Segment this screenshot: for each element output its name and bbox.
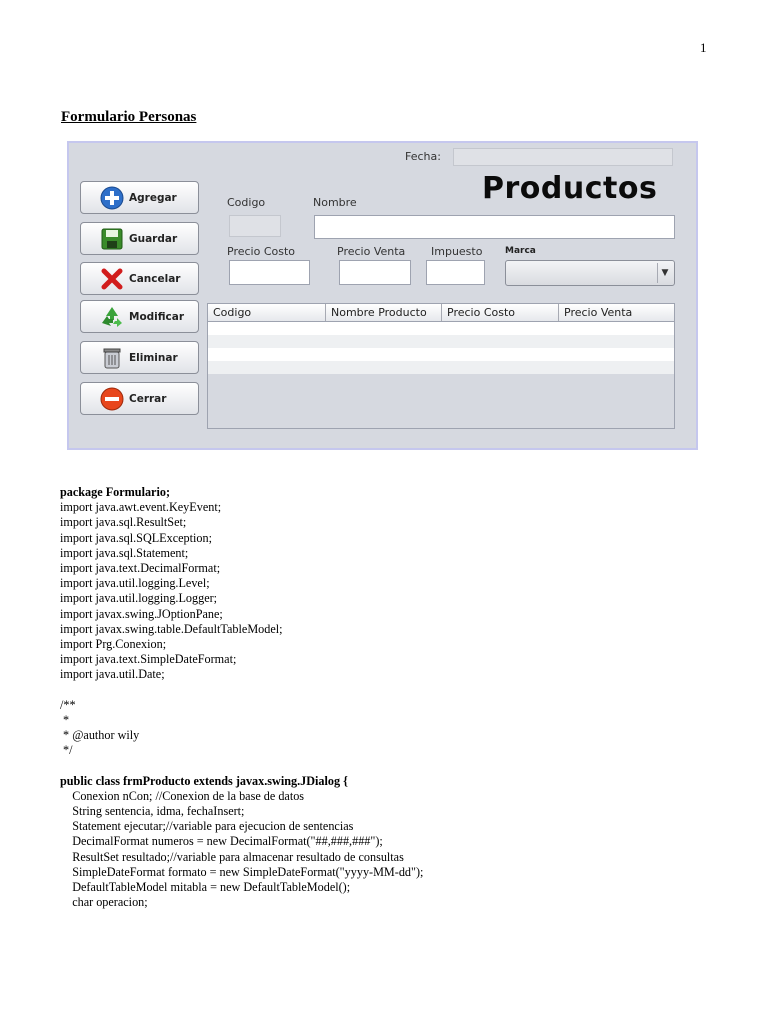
precio-venta-field[interactable]	[339, 260, 411, 285]
code-line: DefaultTableModel mitabla = new DefaultTableModel();	[60, 879, 351, 894]
code-line: Conexion nCon; //Conexion de la base de datos	[60, 788, 305, 803]
table-row[interactable]	[208, 361, 674, 374]
precio-costo-field[interactable]	[229, 260, 310, 285]
column-header[interactable]: Precio Venta	[564, 306, 633, 319]
table-header	[208, 304, 674, 322]
codigo-field[interactable]	[229, 215, 281, 237]
agregar-label: Agregar	[129, 191, 177, 204]
code-line: *	[60, 712, 70, 727]
code-line: SimpleDateFormat formato = new SimpleDateFormat("yyyy-MM-dd");	[60, 864, 424, 879]
precio-venta-label: Precio Venta	[337, 245, 406, 258]
impuesto-label: Impuesto	[431, 245, 483, 258]
nombre-label: Nombre	[313, 196, 357, 209]
marca-label: Marca	[505, 246, 536, 256]
code-line: import java.sql.SQLException;	[60, 530, 212, 545]
table-row[interactable]	[208, 335, 674, 348]
stop-icon	[99, 386, 125, 412]
code-line: */	[60, 743, 73, 758]
code-line: import java.util.logging.Level;	[60, 576, 210, 591]
column-header[interactable]: Nombre Producto	[326, 304, 442, 321]
fecha-field[interactable]	[453, 148, 673, 166]
code-line: import javax.swing.table.DefaultTableModel;	[60, 621, 283, 636]
impuesto-field[interactable]	[426, 260, 485, 285]
table-row[interactable]	[208, 322, 674, 335]
fecha-label: Fecha:	[405, 150, 441, 163]
cancel-icon	[99, 266, 125, 292]
add-icon	[99, 185, 125, 211]
cerrar-label: Cerrar	[129, 392, 167, 405]
source-code-listing	[60, 485, 680, 910]
code-line	[60, 682, 680, 697]
code-line: import java.text.SimpleDateFormat;	[60, 652, 237, 667]
trash-icon	[99, 345, 125, 371]
code-line: import java.text.DecimalFormat;	[60, 560, 221, 575]
precio-costo-label: Precio Costo	[227, 245, 296, 258]
nombre-field[interactable]	[314, 215, 675, 239]
recycle-icon	[99, 304, 125, 330]
guardar-button[interactable]	[80, 222, 199, 255]
cerrar-button[interactable]	[80, 382, 199, 415]
modificar-button[interactable]	[80, 300, 199, 333]
code-line: DecimalFormat numeros = new DecimalFormat("##,###,###");	[60, 834, 383, 849]
codigo-label: Codigo	[227, 196, 266, 209]
cancelar-label: Cancelar	[129, 272, 181, 285]
products-table[interactable]	[207, 303, 675, 429]
column-header[interactable]: Precio Costo	[442, 304, 559, 321]
eliminar-button[interactable]	[80, 341, 199, 374]
save-icon	[99, 226, 125, 252]
code-line: Statement ejecutar;//variable para ejecucion de sentencias	[60, 819, 354, 834]
table-row[interactable]	[208, 348, 674, 361]
code-line: import java.sql.ResultSet;	[60, 515, 187, 530]
code-line: package Formulario;	[60, 485, 171, 499]
document-heading: Formulario Personas	[61, 109, 197, 125]
chevron-down-icon[interactable]: ▼	[657, 263, 672, 283]
code-line: * @author wily	[60, 728, 140, 742]
modificar-label: Modificar	[129, 310, 185, 323]
code-line: import java.util.Date;	[60, 667, 165, 682]
code-line	[60, 758, 680, 773]
code-line: char operacion;	[60, 895, 148, 910]
agregar-button[interactable]	[80, 181, 199, 214]
code-line: import java.sql.Statement;	[60, 545, 189, 560]
guardar-label: Guardar	[129, 232, 178, 245]
code-line: ResultSet resultado;//variable para almacenar resultado de consultas	[60, 849, 404, 864]
marca-combobox[interactable]	[505, 260, 675, 286]
cancelar-button[interactable]	[80, 262, 199, 295]
code-line: import java.awt.event.KeyEvent;	[60, 500, 222, 515]
dialog-title: Productos	[482, 171, 658, 206]
code-line: import javax.swing.JOptionPane;	[60, 606, 223, 621]
code-line: /**	[60, 697, 76, 712]
code-line: import java.util.logging.Logger;	[60, 591, 218, 606]
column-header[interactable]: Codigo	[208, 304, 326, 321]
page-number: 1	[700, 40, 707, 55]
code-line: public class frmProducto extends javax.swing.JDialog {	[60, 773, 348, 788]
eliminar-label: Eliminar	[129, 351, 178, 364]
product-dialog-screenshot	[67, 141, 698, 450]
code-line: import Prg.Conexion;	[60, 636, 167, 651]
code-line: String sentencia, idma, fechaInsert;	[60, 803, 245, 818]
